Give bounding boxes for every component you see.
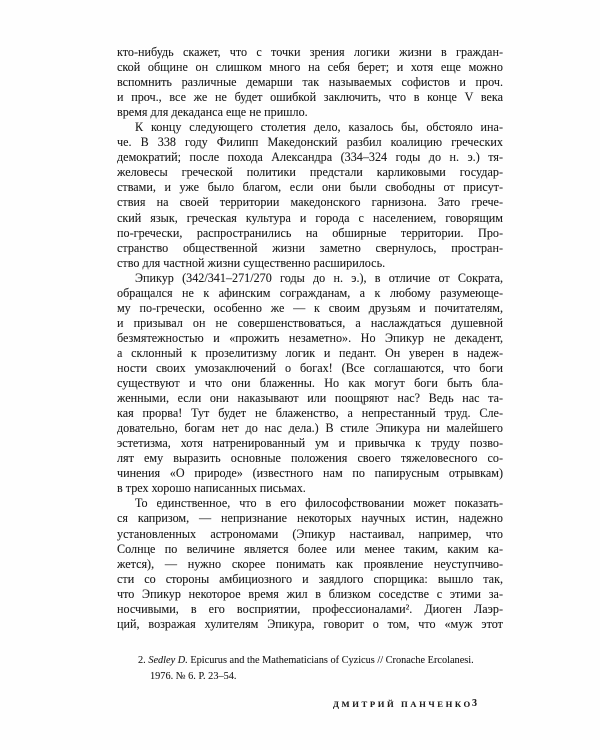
footnote-line-2: 1976. № 6. P. 23–54. [150, 671, 237, 682]
text-line: довательно, богам нет до нас дела.) В стиле Эпикура ни малейшего [117, 421, 503, 436]
text-line: ский язык, греческая культура и города с населением, говорящим [117, 210, 503, 225]
text-line: женными, если они наказывают или поощряют нас? Ведь нас та- [117, 391, 503, 406]
text-line: Солнце по величине является более или менее таким, каким ка- [117, 541, 503, 556]
text-line: безмятежностью и «прожить незаметно». Но Эпикур не декадент, [117, 330, 503, 345]
text-line: и призывал он не совершенствоваться, а наслаждаться душевной [117, 315, 503, 330]
footnote-author: Sedley D. [148, 655, 188, 666]
footnote-reference-text: Epicurus and the Mathematicians of Cyzicus // Cronache Ercolanesi. [190, 655, 474, 666]
text-line: кая прорва! Тут будет не блаженство, а непрестанный труд. Сле- [117, 406, 503, 421]
text-line: желовесы греческой политики предстали карликовыми государ- [117, 165, 503, 180]
text-line: жется), — нужно скорее понимать как проявление неуступчиво- [117, 556, 503, 571]
text-line: лят ему выразить основные положения своего тяжеловесного со- [117, 451, 503, 466]
text-line: ся капризом, — непризнание некоторых научных истин, надежно [117, 511, 503, 526]
text-line: по-гречески, распространились на обширные территории. Про- [117, 225, 503, 240]
text-line: установленных астрономами (Эпикур настаивал, например, что [117, 526, 503, 541]
text-line: в трех хорошо написанных письмах. [117, 481, 306, 496]
text-line: время для декаданса еще не пришло. [117, 105, 308, 120]
text-line: Эпикур (342/341–271/270 годы до н. э.), в отличие от Сократа, [135, 270, 503, 285]
footnote [138, 653, 508, 685]
footnote-marker: 2. [138, 655, 146, 666]
text-line: и проч., все же не будет ошибкой заключить, что в конце V века [117, 90, 503, 105]
text-line: ности своих умозаключений о богах! (Все соглашаются, что боги [117, 360, 503, 375]
footnote-line-1 [138, 653, 508, 669]
text-line: ствия на своей территории македонского гарнизона. Зато грече- [117, 195, 503, 210]
text-line: че. В 338 году Филипп Македонский разбил коалицию греческих [117, 135, 503, 150]
text-line: чинения «О природе» (известного нам по папирусным отрывкам) [117, 466, 503, 481]
text-line: К концу следующего столетия дело, казалось бы, обстояло ина- [135, 120, 503, 135]
text-line: сти со стороны амбициозного и заядлого спорщика: вышло так, [117, 571, 503, 586]
text-line: что Эпикур некоторое время жил в близком соседстве с этими за- [117, 586, 503, 601]
text-line: вспомнить различные демарши так называемых софистов и проч. [117, 75, 503, 90]
text-line: эстетизма, хотя натренированный ум и привычка к труду позво- [117, 436, 503, 451]
text-line: му по-гречески, особенно же — к своим друзьям и почитателям, [117, 300, 503, 315]
text-line: а склонный к прозелитизму логик и педант. Он уверен в надеж- [117, 345, 503, 360]
text-line: ций, возражая хулителям Эпикура, говорит о том, что «муж этот [117, 616, 503, 631]
text-line: ской общине он слишком много на себя берет; и хотя еще можно [117, 60, 503, 75]
main-text [117, 45, 503, 632]
text-line: кто-нибудь скажет, что с точки зрения логики жизни в граждан- [117, 45, 503, 59]
text-line: носчивыми, в его восприятии, профессионалами². Диоген Лаэр- [117, 601, 503, 616]
running-footer-author: ДМИТРИЙ ПАНЧЕНКО [333, 699, 473, 709]
text-line: обращался не к афинским согражданам, а к любому разумеюще- [117, 285, 503, 300]
page-number: 3 [472, 698, 477, 709]
text-line: То единственное, что в его философствовании может показать- [135, 496, 503, 511]
text-line: странство общественной жизни заметно свернулось, простран- [117, 240, 503, 255]
text-line: ствами, и уже было благом, если они были свободны от присут- [117, 180, 503, 195]
text-line: ство для частной жизни существенно расширилось. [117, 255, 386, 270]
text-line: существуют и что они блаженны. Но как могут боги быть бла- [117, 376, 503, 391]
text-line: демократий; после похода Александра (334–324 годы до н. э.) тя- [117, 150, 503, 165]
